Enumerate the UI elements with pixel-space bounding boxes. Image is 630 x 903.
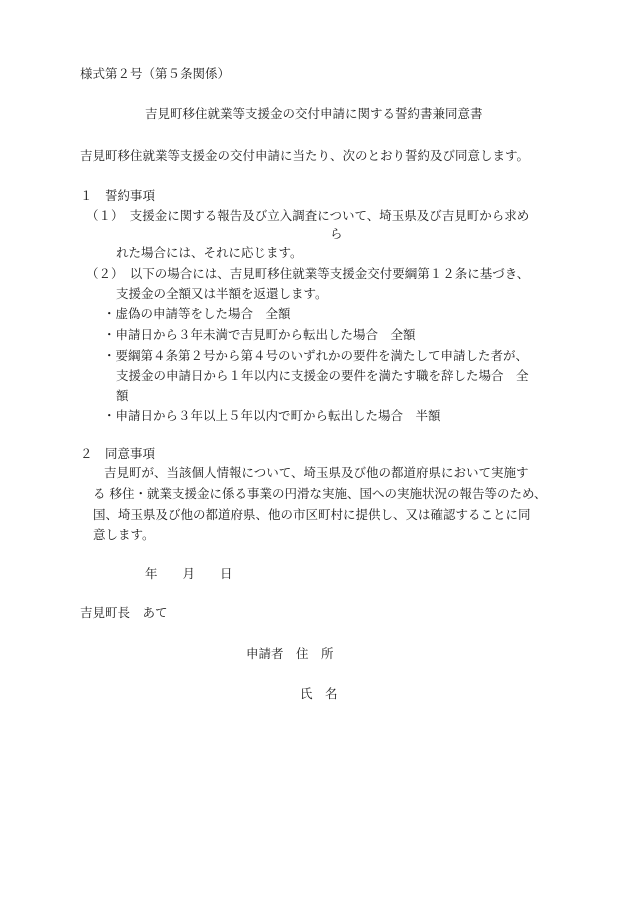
date-line: 年 月 日 [145,566,233,581]
pledge-item1-line2: ら [330,226,343,241]
addressee: 吉見町長 あて [80,605,168,620]
pledge-item2-line2: 支援金の全額又は半額を返還します。 [116,286,328,301]
pledge-item2-line1: （２） 以下の場合には、吉見町移住就業等支援金交付要綱第１２条に基づき、 [86,266,530,281]
consent-line1: 吉見町が、当該個人情報について、埼玉県及び他の都道府県において実施す [104,465,529,480]
refund-bullet-1: ・虚偽の申請等をした場合 全額 [103,306,291,321]
section2-heading: ２ 同意事項 [80,446,156,461]
refund-bullet-3-line2: 支援金の申請日から１年以内に支援金の要件を満たす職を辞した場合 全 [116,368,529,383]
refund-bullet-3-line1: ・要綱第４条第２号から第４号のいずれかの要件を満たして申請した者が、 [103,348,529,363]
pledge-item1-line3: れた場合には、それに応じます。 [116,245,303,260]
consent-line4: 意します。 [93,527,155,542]
refund-bullet-2: ・申請日から３年未満で吉見町から転出した場合 全額 [103,327,416,342]
refund-bullet-4: ・申請日から３年以上５年以内で町から転出した場合 半額 [103,408,441,423]
form-number: 様式第２号（第５条関係） [80,66,231,81]
pledge-item1-line1: （１） 支援金に関する報告及び立入調査について、埼玉県及び吉見町から求め [86,208,530,223]
document-title: 吉見町移住就業等支援金の交付申請に関する誓約書兼同意書 [145,106,483,121]
consent-line3: 国、埼玉県及び他の都道府県、他の市区町村に提供し、又は確認することに同 [93,507,531,522]
section1-heading: １ 誓約事項 [80,188,156,203]
applicant-address-label: 申請者 住 所 [246,646,334,661]
consent-line2: る 移住・就業支援金に係る事業の円滑な実施、国への実施状況の報告等のため、 [93,486,547,501]
intro-text: 吉見町移住就業等支援金の交付申請に当たり、次のとおり誓約及び同意します。 [80,148,530,163]
applicant-name-label: 氏 名 [300,686,338,701]
refund-bullet-3-line3: 額 [116,388,129,403]
